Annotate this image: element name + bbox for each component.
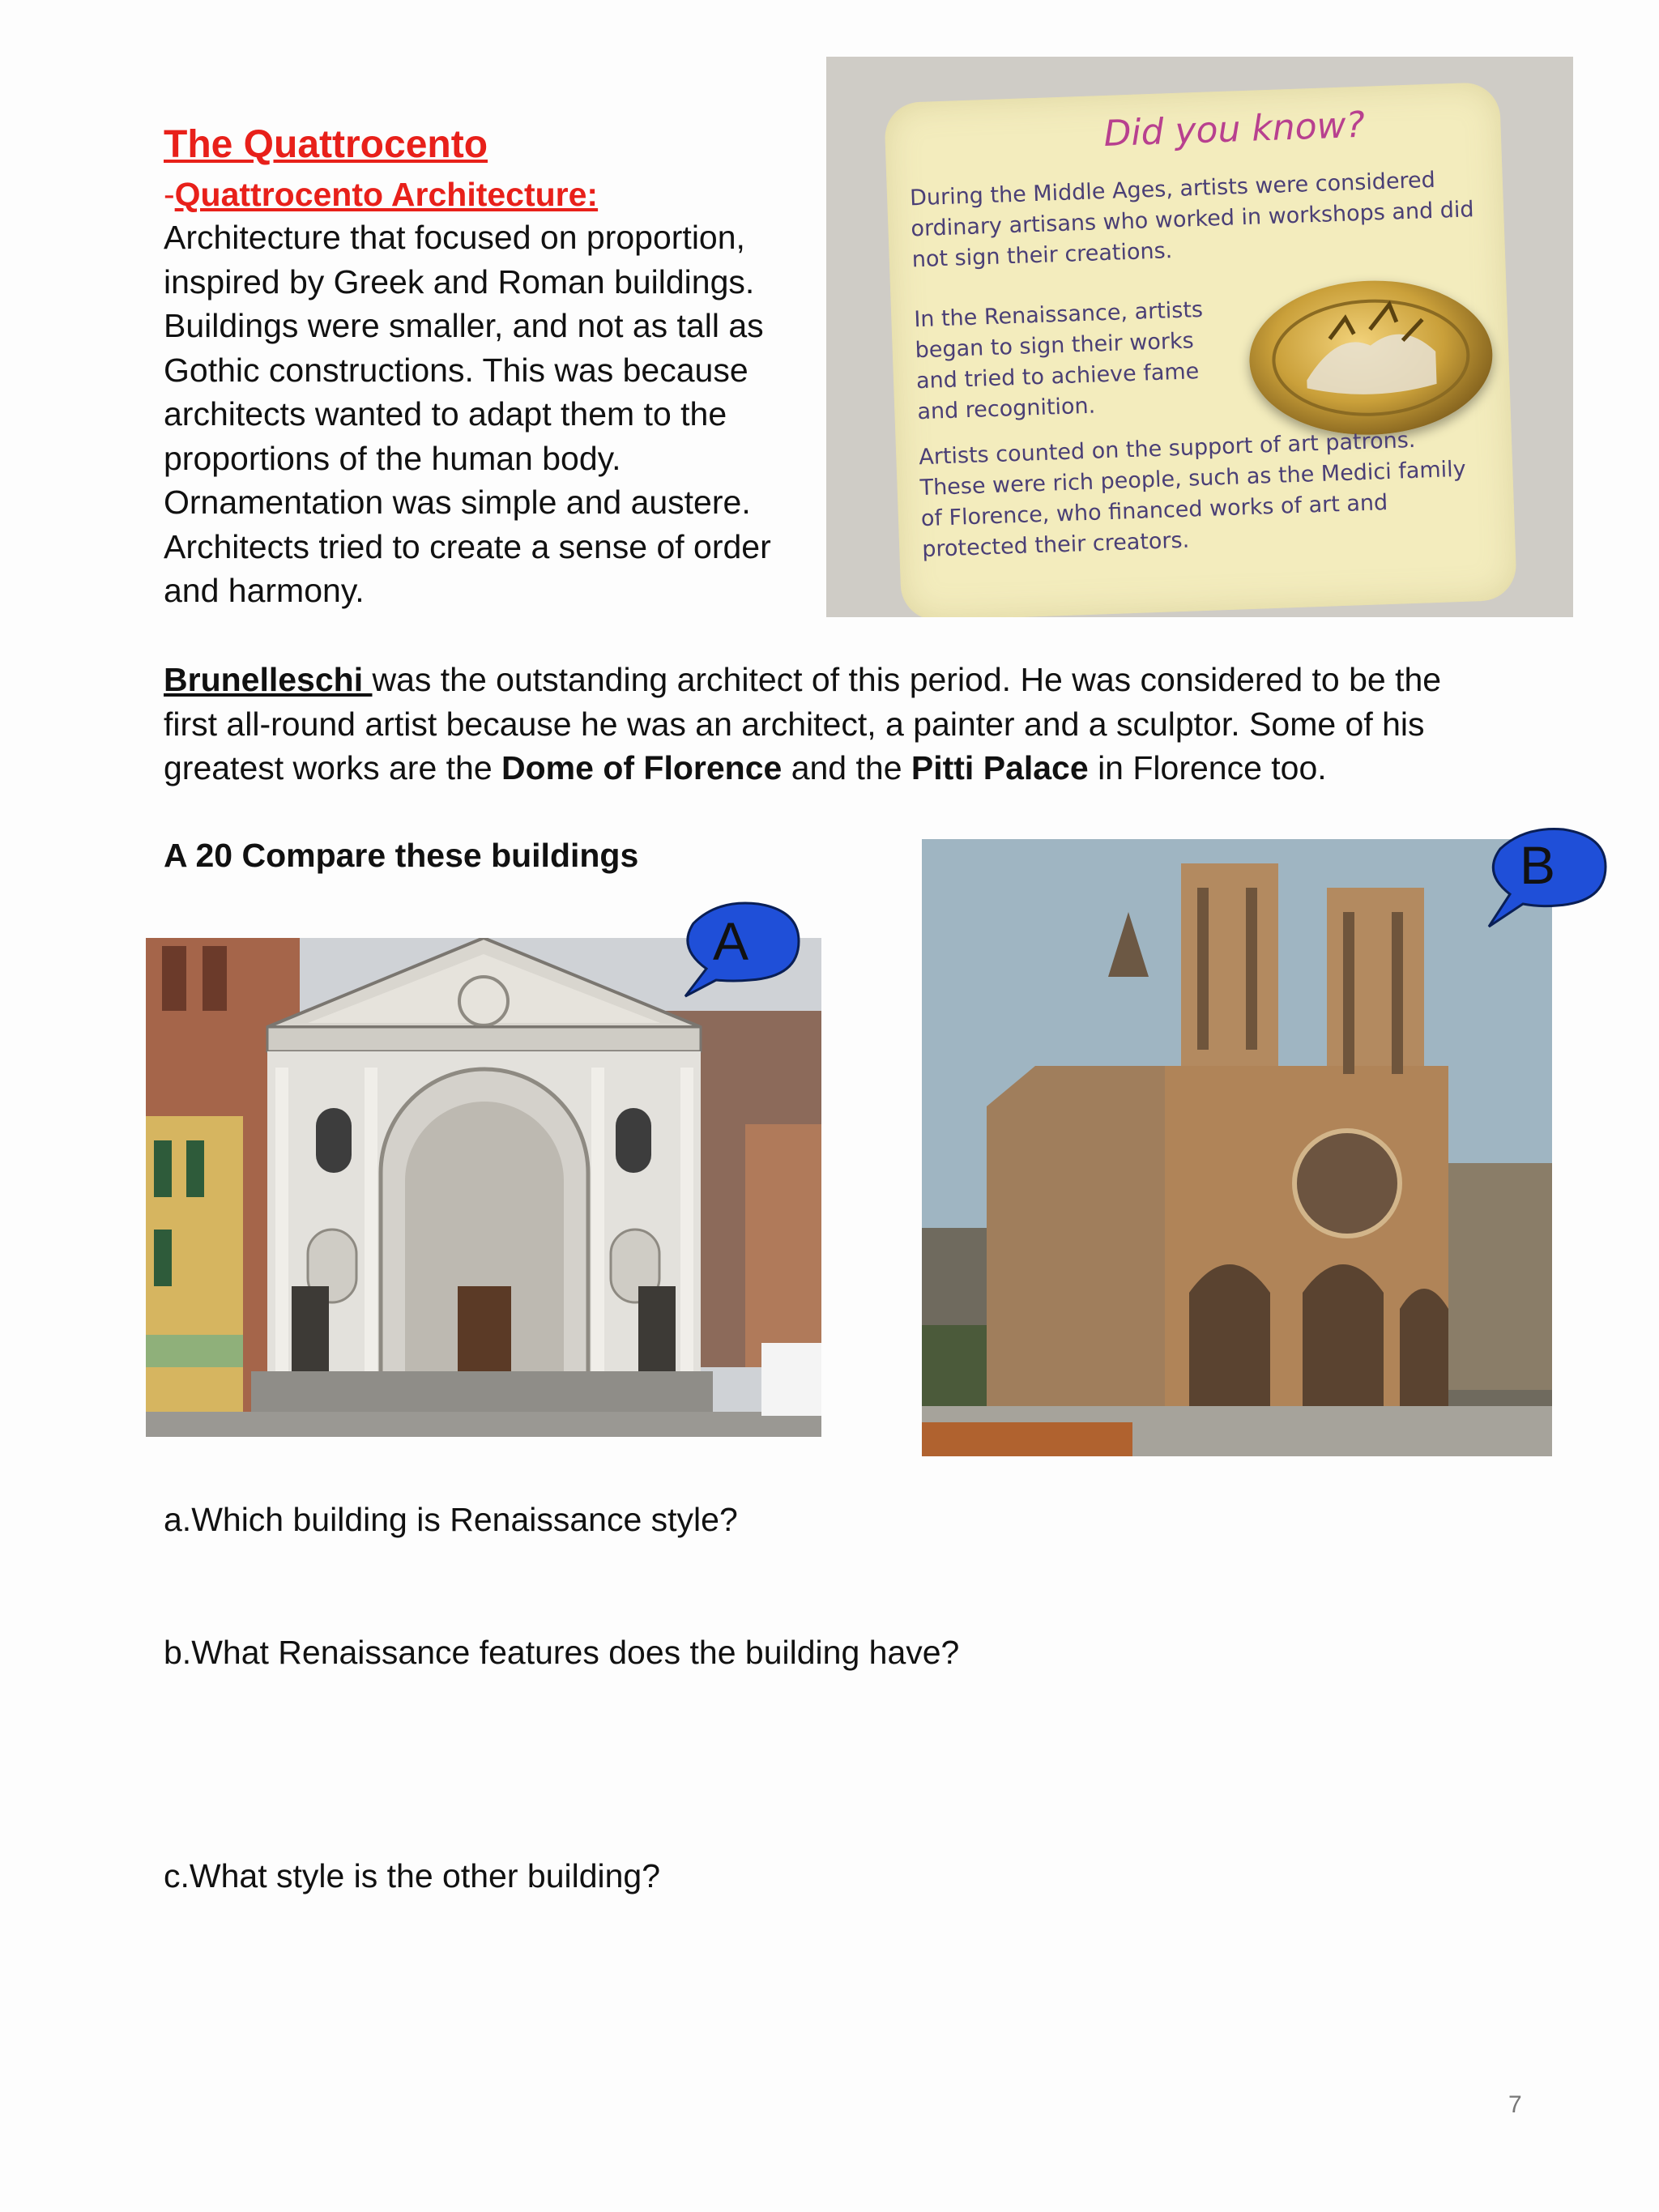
did-you-know-image (826, 57, 1573, 617)
intro-line: inspired by Greek and Roman buildings. (164, 262, 755, 300)
building-b-photo (922, 839, 1552, 1456)
brunelleschi-paragraph (164, 658, 1500, 791)
callout-b-bubble (1482, 826, 1612, 940)
did-you-know-paragraph-2: In the Renaissance, artists began to sign their works and tried to achieve fame and recognition. (913, 296, 1204, 425)
subtitle-dash: - (164, 176, 175, 213)
intro-line: Architecture that focused on proportion, (164, 219, 745, 256)
page-title: The Quattrocento (164, 123, 488, 166)
did-you-know-card (884, 82, 1517, 617)
pitti-palace: Pitti Palace (911, 749, 1089, 786)
subtitle-text: Quattrocento Architecture: (174, 176, 599, 213)
dome-of-florence: Dome of Florence (501, 749, 783, 786)
callout-a-label: A (713, 911, 749, 971)
section-subtitle (164, 173, 598, 215)
intro-line: Ornamentation was simple and austere. (164, 484, 751, 521)
question-b: b.What Renaissance features does the building have? (164, 1634, 960, 1671)
intro-line: proportions of the human body. (164, 439, 621, 477)
brunelleschi-text-1: was the outstanding architect of this period. He was considered to be the first all-round artist because he was an architect, a painter and a sculptor. Some of his greatest works are the (164, 661, 1442, 786)
did-you-know-paragraph-1: During the Middle Ages, artists were considered ordinary artisans who worked in workshops and did not sign their creations. (909, 167, 1475, 273)
page-number: 7 (1508, 2091, 1522, 2118)
intro-paragraph (164, 215, 804, 613)
gold-medallion-image (1247, 276, 1495, 438)
brunelleschi-text-3: in Florence too. (1088, 749, 1327, 786)
callout-a-bubble (677, 899, 807, 1012)
intro-line: architects wanted to adapt them to the (164, 395, 727, 433)
question-a: a.Which building is Renaissance style? (164, 1501, 738, 1538)
brunelleschi-text-2: and the (782, 749, 911, 786)
callout-b-label: B (1520, 835, 1556, 895)
brunelleschi-name: Brunelleschi (164, 661, 373, 698)
building-a-photo (146, 938, 821, 1437)
exercise-heading: A 20 Compare these buildings (164, 837, 639, 874)
did-you-know-paragraph-3: Artists counted on the support of art patrons. These were rich people, such as the Medici family of Florence, who financed works of art and protected their creators. (918, 427, 1467, 563)
intro-line: Architects tried to create a sense of order (164, 527, 771, 565)
intro-line: Buildings were smaller, and not as tall as (164, 307, 764, 344)
intro-line: and harmony. (164, 572, 365, 609)
did-you-know-title: Did you know? (1102, 104, 1366, 155)
intro-line: Gothic constructions. This was because (164, 351, 748, 389)
question-c: c.What style is the other building? (164, 1857, 661, 1894)
